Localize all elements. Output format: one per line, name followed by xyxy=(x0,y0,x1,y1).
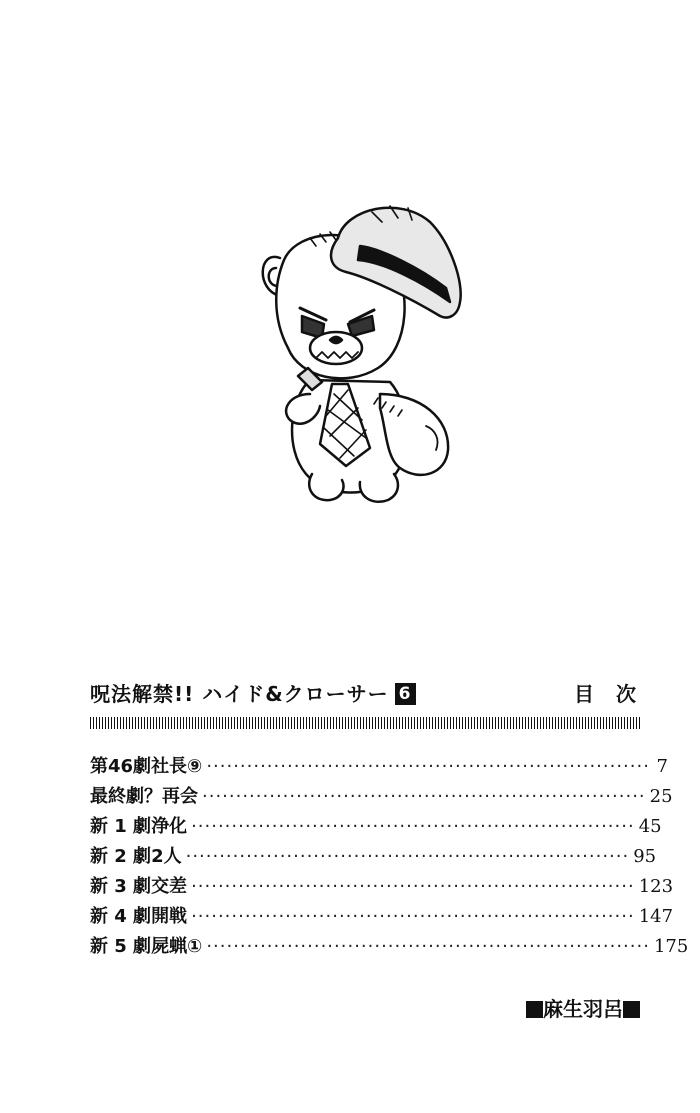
chapter-number: 新 1 劇 xyxy=(90,816,152,837)
toc-label: 目次 xyxy=(574,682,658,706)
chapter-number: 新 5 劇 xyxy=(90,936,152,957)
chapter-page: 45 xyxy=(638,816,662,837)
chapter-title: 社長⑨ xyxy=(151,756,203,777)
chapter-page: 175 xyxy=(653,936,689,957)
toc-row xyxy=(90,812,662,842)
volume-badge: 6 xyxy=(395,683,416,705)
chapter-page: 25 xyxy=(649,786,673,807)
chapter-page: 147 xyxy=(638,906,674,927)
leader-dots: ·································································· xyxy=(191,816,635,837)
chapter-number: 新 2 劇 xyxy=(90,846,152,867)
leader-dots: ·································································· xyxy=(191,906,635,927)
chapter-number: 第46劇 xyxy=(90,756,152,777)
toc-row xyxy=(90,902,674,932)
hatched-divider xyxy=(90,717,640,729)
chapter-page: 7 xyxy=(656,756,668,777)
book-title-text: 呪法解禁!! ハイド&クローサー xyxy=(90,682,389,706)
author-credit xyxy=(526,993,640,1022)
toc-list xyxy=(90,752,689,962)
leader-dots: ·································································· xyxy=(206,756,650,777)
chapter-page: 123 xyxy=(638,876,674,897)
toc-row xyxy=(90,932,689,962)
leader-dots: ·································································· xyxy=(185,846,630,867)
chapter-number: 新 4 劇 xyxy=(90,906,152,927)
chapter-title: 屍蝋① xyxy=(151,936,203,957)
leader-dots: ·································································· xyxy=(191,876,635,897)
chapter-title: 開戦 xyxy=(151,906,188,927)
chapter-title: 2人 xyxy=(151,846,182,867)
black-square-icon xyxy=(623,1001,640,1018)
chapter-title: 再会 xyxy=(162,786,198,807)
toc-row xyxy=(90,782,673,812)
chapter-number: 最終劇？ xyxy=(90,786,162,807)
leader-dots: ·································································· xyxy=(202,786,646,807)
toc-row xyxy=(90,872,674,902)
black-square-icon xyxy=(526,1001,543,1018)
toc-row xyxy=(90,842,657,872)
toc-header xyxy=(90,676,658,710)
chapter-number: 新 3 劇 xyxy=(90,876,152,897)
book-title xyxy=(90,678,416,707)
teddy-bear-illustration xyxy=(250,198,480,510)
chapter-page: 95 xyxy=(633,846,657,867)
toc-row xyxy=(90,752,668,782)
chapter-title: 浄化 xyxy=(151,816,188,837)
chapter-title: 交差 xyxy=(151,876,188,897)
author-name: 麻生羽呂 xyxy=(543,997,623,1021)
leader-dots: ·································································· xyxy=(206,936,650,957)
